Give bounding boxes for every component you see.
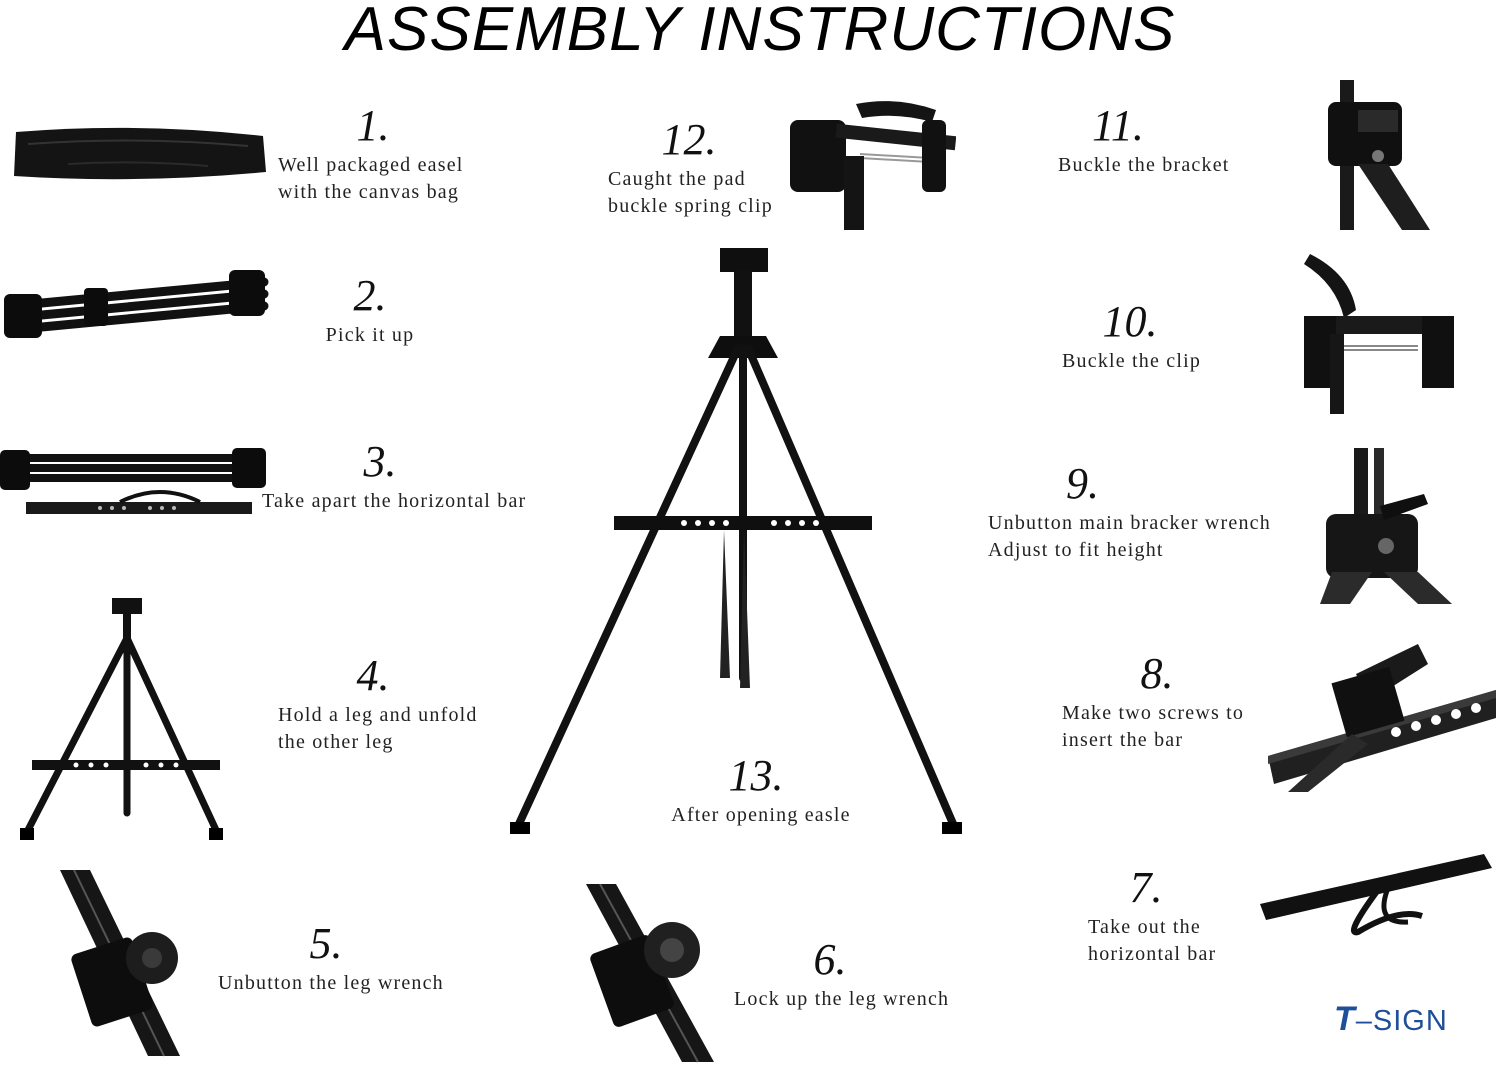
step-caption: insert the bar <box>1062 729 1184 751</box>
step-caption: Unbutton main bracker wrench <box>988 512 1271 534</box>
step-caption: Well packaged easel <box>278 154 464 176</box>
step-9-image <box>1320 448 1464 604</box>
step-12 <box>608 114 780 220</box>
step-13 <box>668 750 854 829</box>
step-number: 3. <box>363 437 397 486</box>
step-11 <box>1058 100 1238 179</box>
step-caption: Make two screws to <box>1062 702 1245 724</box>
step-1-image <box>8 124 270 182</box>
step-5 <box>218 918 454 997</box>
step-9 <box>988 458 1280 564</box>
step-number: 6. <box>813 935 847 984</box>
step-number: 4. <box>356 651 390 700</box>
step-number: 1. <box>356 101 390 150</box>
step-4-image <box>16 598 236 843</box>
step-caption: Adjust to fit height <box>988 539 1164 561</box>
step-10 <box>1062 296 1208 375</box>
step-caption: Hold a leg and unfold <box>278 704 478 726</box>
brand-text: –SIGN <box>1355 1005 1448 1037</box>
step-number: 12. <box>661 115 717 164</box>
step-caption: Take apart the horizontal bar <box>262 490 527 512</box>
step-4 <box>278 650 488 756</box>
step-caption: Unbutton the leg wrench <box>218 972 444 994</box>
brand-logo <box>1334 1000 1448 1040</box>
step-caption: the other leg <box>278 731 394 753</box>
step-caption: Buckle the clip <box>1062 350 1202 372</box>
step-number: 7. <box>1129 863 1163 912</box>
step-5-image <box>60 870 190 1060</box>
step-number: 13. <box>728 751 784 800</box>
step-7-image <box>1258 852 1494 942</box>
step-number: 5. <box>309 919 343 968</box>
step-12-image <box>786 96 956 230</box>
step-10-image <box>1300 254 1458 414</box>
step-caption: After opening easle <box>671 804 851 826</box>
step-7 <box>1088 862 1224 968</box>
step-caption: Buckle the bracket <box>1058 154 1230 176</box>
step-caption: horizontal bar <box>1088 943 1217 965</box>
brand-mark: T <box>1334 1000 1356 1038</box>
step-6-image <box>586 884 722 1064</box>
step-caption: Caught the pad <box>608 168 746 190</box>
step-number: 2. <box>353 271 387 320</box>
page-title: ASSEMBLY INSTRUCTIONS <box>344 0 1176 64</box>
step-number: 11. <box>1092 101 1144 150</box>
step-2 <box>320 270 420 349</box>
step-1 <box>278 100 478 206</box>
step-number: 10. <box>1102 297 1158 346</box>
step-number: 8. <box>1140 649 1174 698</box>
step-3 <box>262 436 538 515</box>
step-8 <box>1062 648 1252 754</box>
step-8-image <box>1268 644 1498 792</box>
step-number: 9. <box>1066 459 1099 508</box>
step-6 <box>734 934 956 1013</box>
step-11-image <box>1318 80 1438 230</box>
step-2-image <box>4 266 274 342</box>
step-caption: with the canvas bag <box>278 181 460 203</box>
step-caption: buckle spring clip <box>608 195 773 217</box>
step-caption: Lock up the leg wrench <box>734 988 950 1010</box>
step-caption: Pick it up <box>325 324 415 346</box>
step-caption: Take out the <box>1088 916 1201 938</box>
